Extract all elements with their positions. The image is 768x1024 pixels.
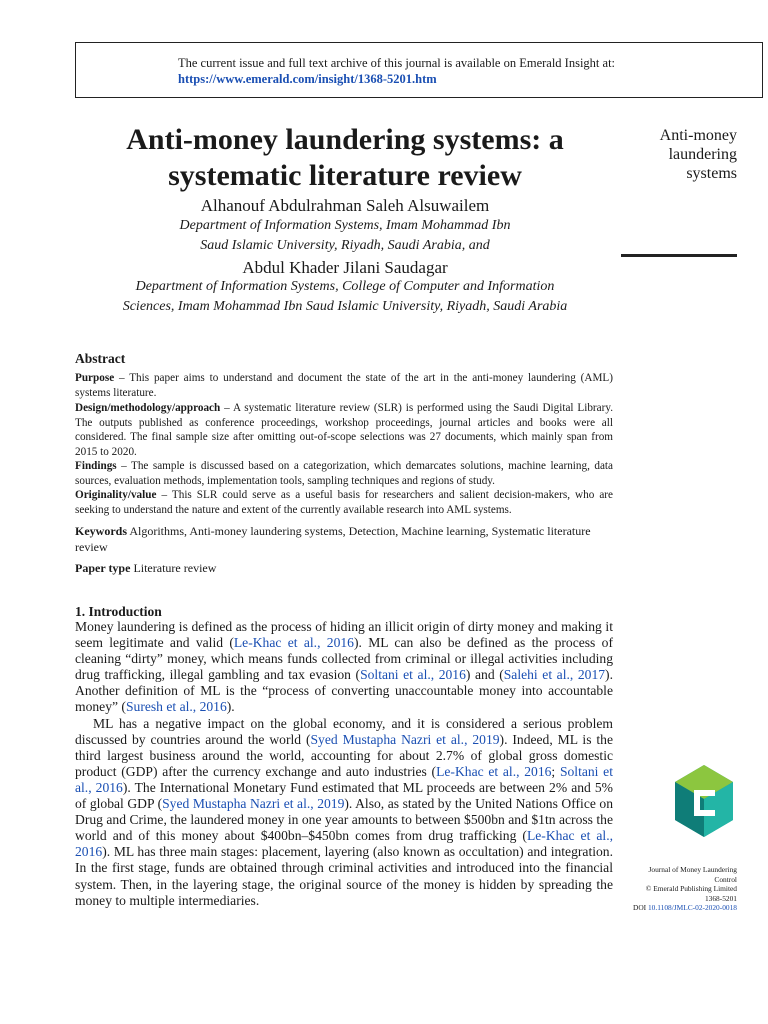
doi-link[interactable]: 10.1108/JMLC-02-2020-0018 [647,903,737,912]
citation-link[interactable]: Salehi et al., 2017 [503,667,606,683]
introduction-body [75,619,613,909]
affiliation-2: Department of Information Systems, College of Computer and Information Sciences, Imam Mohammad Ibn Saud Islamic University, Riyadh, Saudi Arabia [122,279,568,314]
intro-paragraph-2: ML has a negative impact on the global economy, and it is considered a serious problem discussed by countries around the world (Syed Mustapha Nazri et al., 2019). Indeed, ML is the third largest business around the world, accounting for about 2.7% of global gross domestic product (GDP) after the currency exchange and auto industries (Le-Khac et al., 2016; Soltani et al., 2016). The International Monetary Fund estimated that ML proceeds are between 2% and 5% of global GDP (Syed Mustapha Nazri et al., 2019). Also, as stated by the United Nations Office on Drug and Crime, the laundered money in one year amounts to between $500bn and $1tn across the world and of this money about $400bn–$450bn comes from drug trafficking (Le-Khac et al., 2016). ML has three main stages: placement, layering (also known as occultation) and integration. In the first stage, funds are obtained through criminal activities and introduced into the financial system. Then, in the layering stage, the original source of the money is hidden by spreading the money to multiple intermediaries. [75,715,614,908]
emerald-logo-icon [671,763,737,839]
abstract-purpose: Purpose – This paper aims to understand and document the state of the art in the anti-money laundering (AML) systems literature. [75,372,613,399]
citation-link[interactable]: Le-Khac et al., 2016 [436,763,552,779]
citation-link[interactable]: Le-Khac et al., 2016 [233,635,354,651]
journal-url-link[interactable]: https://www.emerald.com/insight/1368-5201.htm [178,72,437,86]
abstract-design: Design/methodology/approach – A systematic literature review (SLR) is performed using the Saudi Digital Library. The outputs published as conference proceedings, workshop proceedings, journal articles and books were all considered. The final sample size after omitting out-of-scope selections was 27 documents, which mainly span from 2015 to 2020. [75,402,613,458]
archive-notice-text: The current issue and full text archive of this journal is available on Emerald Insight at: [178,56,616,70]
citation-link[interactable]: Syed Mustapha Nazri et al., 2019 [162,796,345,812]
journal-archive-notice [75,42,763,98]
abstract-findings: Findings – The sample is discussed based on a categorization, which demarcates solutions, machine learning, data sources, evaluation methods, implementation tools, sampling techniques and regions of study. [75,460,613,487]
keywords: Keywords Algorithms, Anti-money laundering systems, Detection, Machine learning, Systematic literature review [75,524,591,554]
paper-title: Anti-money laundering systems: a systematic literature review [126,123,564,192]
journal-metadata: Journal of Money Laundering Control © Emerald Publishing Limited 1368-5201 DOI 10.1108/JMLC-02-2020-0018 [632,865,737,912]
author-2: Abdul Khader Jilani Saudagar [242,258,448,277]
intro-paragraph-1: Money laundering is defined as the process of hiding an illicit origin of dirty money and making it seem legitimate and valid (Le-Khac et al., 2016). ML can also be defined as the process of cleaning “dirty” money, which means funds collected from criminal or illegal activities including drug trafficking, illegal gambling and tax evasion (Soltani et al., 2016) and (Salehi et al., 2017). Another definition of ML is the “process of converting unaccountable money into accountable money” (Suresh et al., 2016). [75,619,613,715]
running-head-rule [621,254,737,257]
paper-type: Paper type Literature review [75,561,217,575]
citation-link[interactable]: Le-Khac et al., 2016 [75,828,613,860]
citation-link[interactable]: Soltani et al., 2016 [75,763,613,795]
section-heading-introduction: 1. Introduction [75,604,162,619]
abstract-heading: Abstract [75,351,126,366]
abstract-originality: Originality/value – This SLR could serve as a useful basis for researchers and salient decision-makers, who are seeking to understand the nature and extent of the currently available research into AML systems. [75,489,613,516]
citation-link[interactable]: Suresh et al., 2016 [125,699,227,715]
citation-link[interactable]: Soltani et al., 2016 [360,667,466,683]
running-head: Anti-money laundering systems [659,127,737,182]
citation-link[interactable]: Syed Mustapha Nazri et al., 2019 [310,731,500,747]
author-1: Alhanouf Abdulrahman Saleh Alsuwailem [200,196,490,215]
affiliation-1: Department of Information Systems, Imam Mohammad Ibn Saud Islamic University, Riyadh, Saudi Arabia, and [179,218,511,253]
